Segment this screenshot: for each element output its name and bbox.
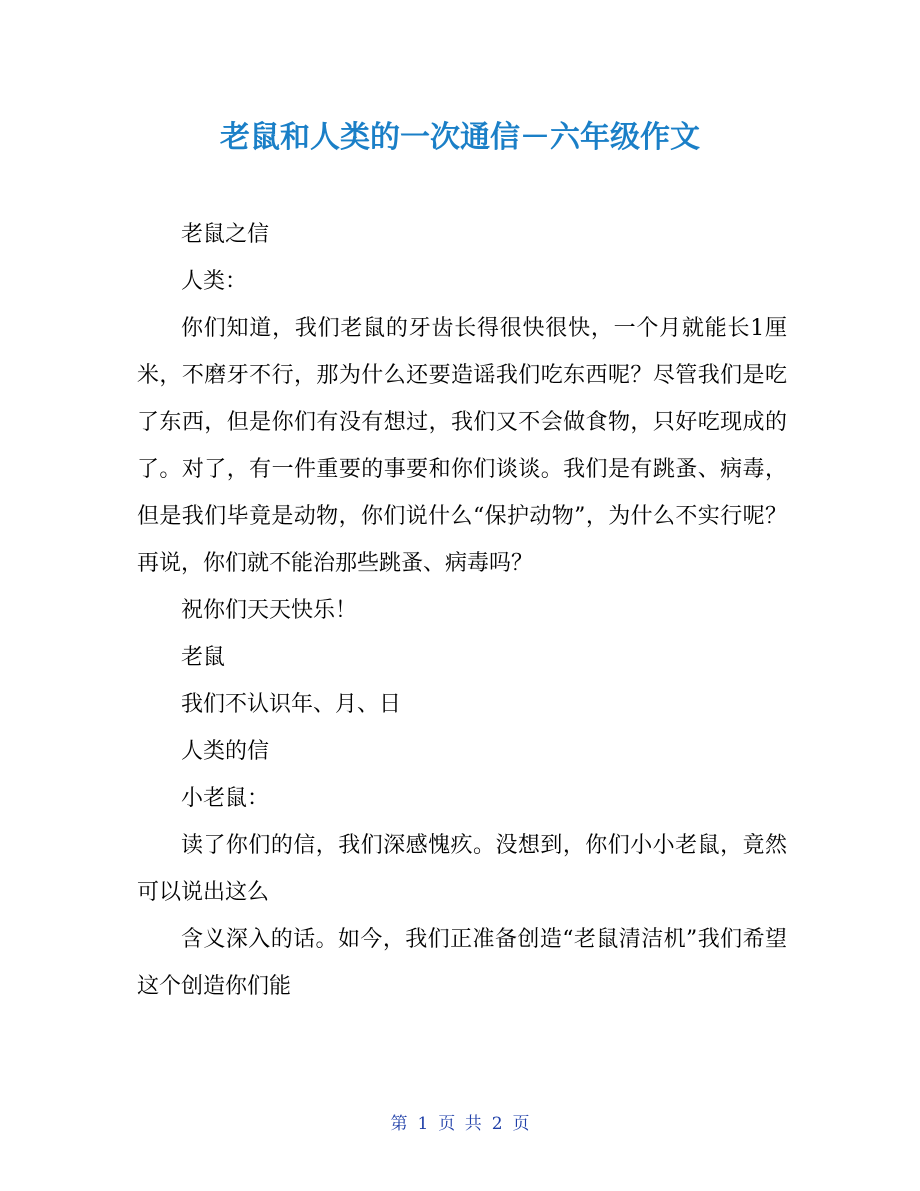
page-label-mid: 页 共 [438, 1114, 482, 1134]
paragraph: 你们知道，我们老鼠的牙齿长得很快很快，一个月就能长1厘米，不磨牙不行，那为什么还要造谣我们吃东西呢？尽管我们是吃了东西，但是你们有没有想过，我们又不会做食物，只好吃现成的了。对了，有一件重要的事要和你们谈谈。我们是有跳蚤、病毒，但是我们毕竟是动物，你们说什么“保护动物”，为什么不实行呢？再说，你们就不能治那些跳蚤、病毒吗？ [137, 316, 787, 576]
page-footer [0, 1112, 920, 1136]
document-body [137, 211, 787, 1010]
paragraph: 人类： [181, 269, 248, 294]
paragraph: 我们不认识年、月、日 [181, 692, 402, 717]
current-page-number: 1 [417, 1114, 429, 1134]
paragraph: 老鼠 [181, 645, 226, 670]
paragraph: 小老鼠： [181, 786, 270, 811]
paragraph: 老鼠之信 [181, 222, 270, 247]
paragraph: 读了你们的信，我们深感愧疚。没想到，你们小小老鼠，竟然可以说出这么 [137, 833, 787, 905]
total-pages-number: 2 [491, 1114, 503, 1134]
page-label-suffix: 页 [512, 1114, 530, 1134]
paragraph: 祝你们天天快乐！ [181, 598, 358, 623]
document-title: 老鼠和人类的一次通信－六年级作文 [220, 120, 700, 155]
paragraph: 含义深入的话。如今，我们正准备创造“老鼠清洁机”我们希望这个创造你们能 [137, 927, 787, 999]
paragraph: 人类的信 [181, 739, 270, 764]
page-label-prefix: 第 [390, 1114, 408, 1134]
